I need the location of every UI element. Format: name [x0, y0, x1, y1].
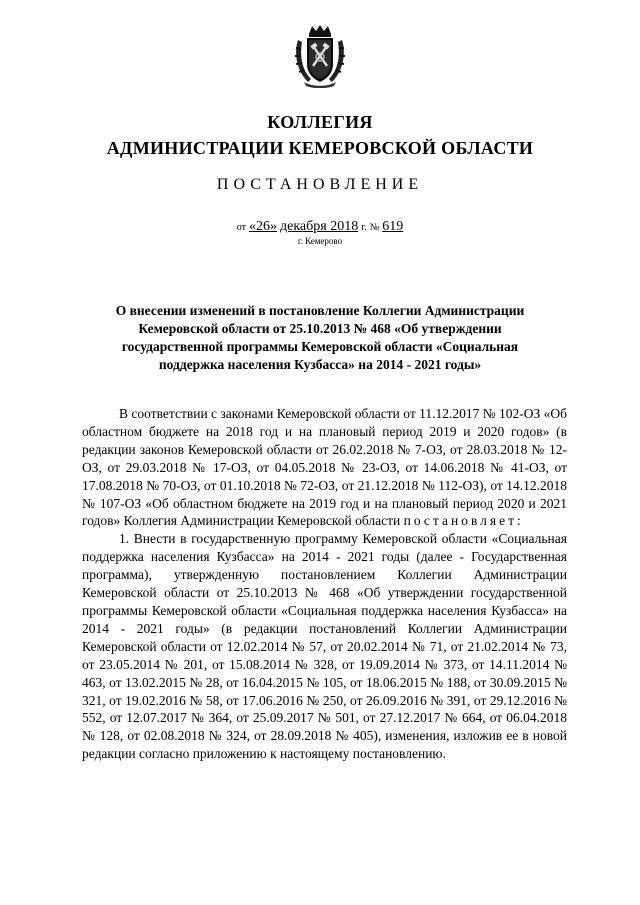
document-date-number — [0, 219, 640, 235]
date-close-quote: » — [270, 219, 277, 234]
document-number: 619 — [382, 219, 404, 234]
coat-of-arms-icon — [292, 24, 348, 88]
document-city: г. Кемерово — [297, 236, 343, 246]
document-type: ПОСТАНОВЛЕНИЕ — [216, 176, 424, 193]
document-body — [82, 405, 567, 763]
paragraph-preamble — [82, 405, 567, 530]
date-year-suffix: г. — [361, 222, 367, 233]
date-day: 26 — [256, 219, 270, 234]
decree-word: постановляет: — [403, 513, 524, 529]
date-month-year: декабря 2018 — [280, 219, 359, 234]
date-open-quote: « — [249, 219, 256, 234]
org-title-line2: АДМИНИСТРАЦИИ КЕМЕРОВСКОЙ ОБЛАСТИ — [106, 138, 534, 158]
preamble-text: В соответствии с законами Кемеровской области от 11.12.2017 № 102-ОЗ «Об областном бюджете на 2018 год и на плановый период 2019 и 2020 годов» (в редакции законов Кемеровской области от 26.02.2018 № 7-ОЗ, от 28.03.2018 № 12-ОЗ, от 29.03.2018 № 17-ОЗ, от 04.05.2018 № 23-ОЗ, от 14.06.2018 № 41-ОЗ, от 17.08.2018 № 70-ОЗ, от 01.10.2018 № 72-ОЗ, от 21.12.2018 № 112-ОЗ), от 14.12.2018 № 107-ОЗ «Об областном бюджете на 2019 год и на плановый период 2020 и 2021 годов» Коллегия Администрации Кемеровской области — [82, 406, 567, 529]
paragraph-item-1: 1. Внести в государственную программу Кемеровской области «Социальная поддержка населения Кузбасса» на 2014 - 2021 годы (далее - Государственная программа), утвержденную постановлением Коллегии Администрации Кемеровской области от 25.10.2013 № 468 «Об утверждении государственной программы Кемеровской области «Социальная поддержка населения Кузбасса» на 2014 - 2021 годы» (в редакции постановлений Коллегии Администрации Кемеровской области от 12.02.2014 № 57, от 20.02.2014 № 71, от 21.02.2014 № 73, от 23.05.2014 № 201, от 15.08.2014 № 328, от 19.09.2014 № 373, от 14.11.2014 № 463, от 13.02.2015 № 28, от 16.04.2015 № 105, от 18.06.2015 № 188, от 30.09.2015 № 321, от 19.02.2016 № 58, от 17.06.2016 № 250, от 26.09.2016 № 391, от 29.12.2016 № 552, от 12.07.2017 № 364, от 25.09.2017 № 501, от 27.12.2017 № 664, от 06.04.2018 № 128, от 02.08.2018 № 324, от 28.09.2018 № 405), изменения, изложив ее в новой редакции согласно приложению к настоящему постановлению. — [82, 531, 567, 762]
document-title: О внесении изменений в постановление Коллегии Администрации Кемеровской области от 25.10.2013 № 468 «Об утверждении государственной программы Кемеровской области «Социальная поддержка населения Кузбасса» на 2014 - 2021 годы» — [115, 303, 525, 372]
org-title-line1: КОЛЛЕГИЯ — [267, 112, 373, 132]
number-sign: № — [369, 222, 380, 233]
date-prefix: от — [236, 222, 246, 233]
